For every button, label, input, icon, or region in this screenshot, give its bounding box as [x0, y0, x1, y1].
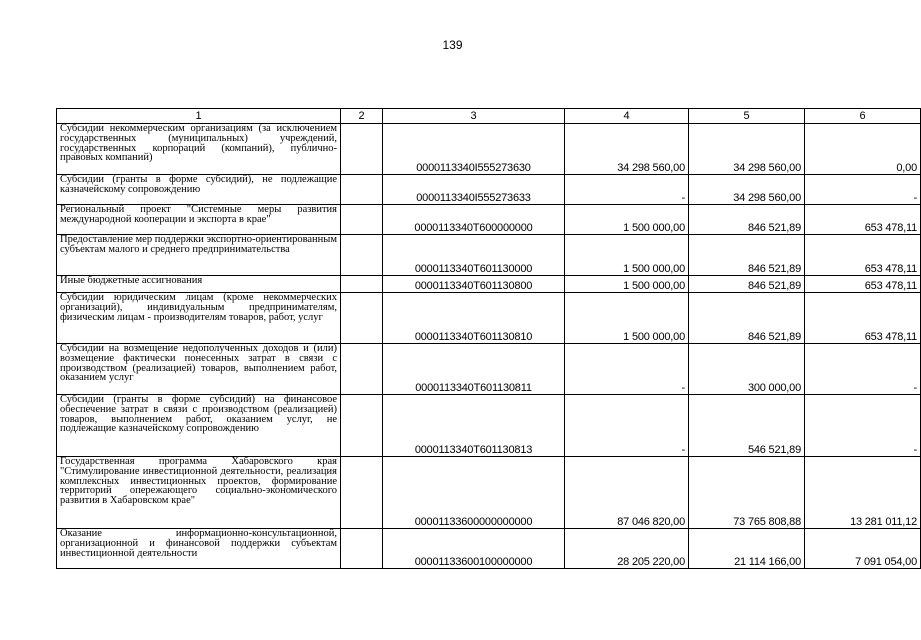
column-header: 2 [341, 109, 383, 124]
row-code: 00001133600000000000 [383, 457, 565, 529]
table-row [57, 124, 921, 175]
row-name: Субсидии (гранты в форме субсидий), не подлежащие казначейскому сопровождению [57, 175, 341, 205]
table-row [57, 175, 921, 205]
row-value-5: 34 298 560,00 [689, 175, 805, 205]
table-row [57, 529, 921, 569]
row-name: Субсидии (гранты в форме субсидий) на финансовое обеспечение затрат в связи с производством (реализацией) товаров, выполнением работ, оказанием услуг, не подлежащие казначейскому сопровождению [57, 395, 341, 457]
row-name: Оказание информационно-консультационной, организационной и финансовой поддержки субъектам инвестиционной деятельности [57, 529, 341, 569]
row-value-6: 0,00 [805, 124, 921, 175]
row-value-5: 846 521,89 [689, 205, 805, 235]
table-row [57, 457, 921, 529]
table-row [57, 395, 921, 457]
column-header: 4 [565, 109, 689, 124]
row-code: 00001133600100000000 [383, 529, 565, 569]
row-value-5: 846 521,89 [689, 293, 805, 344]
row-code: 0000113340T601130813 [383, 395, 565, 457]
row-col2 [341, 395, 383, 457]
row-col2 [341, 457, 383, 529]
row-col2 [341, 205, 383, 235]
row-name: Субсидии юридическим лицам (кроме некоммерческих организаций), индивидуальным предпринимателям, физическим лицам - производителям товаров, работ, услуг [57, 293, 341, 344]
row-code: 0000113340T601130811 [383, 344, 565, 395]
row-col2 [341, 276, 383, 293]
row-code: 0000113340T601130000 [383, 235, 565, 276]
row-value-4: 87 046 820,00 [565, 457, 689, 529]
row-code: 0000113340T601130800 [383, 276, 565, 293]
row-value-4: 34 298 560,00 [565, 124, 689, 175]
table-row [57, 344, 921, 395]
row-value-5: 73 765 808,88 [689, 457, 805, 529]
row-value-4: - [565, 344, 689, 395]
row-col2 [341, 293, 383, 344]
row-value-5: 846 521,89 [689, 276, 805, 293]
column-header: 1 [57, 109, 341, 124]
row-col2 [341, 344, 383, 395]
row-value-6: 13 281 011,12 [805, 457, 921, 529]
table-row [57, 205, 921, 235]
row-value-6: 653 478,11 [805, 235, 921, 276]
row-col2 [341, 175, 383, 205]
row-value-6: 653 478,11 [805, 276, 921, 293]
header-row [57, 109, 921, 124]
table-row [57, 276, 921, 293]
row-name: Региональный проект "Системные меры развития международной кооперации и экспорта в крае" [57, 205, 341, 235]
row-col2 [341, 529, 383, 569]
row-value-4: 1 500 000,00 [565, 235, 689, 276]
row-value-6: - [805, 344, 921, 395]
table-row [57, 293, 921, 344]
row-code: 0000113340T601130810 [383, 293, 565, 344]
row-value-4: - [565, 395, 689, 457]
table-row [57, 235, 921, 276]
column-header: 5 [689, 109, 805, 124]
row-value-6: 7 091 054,00 [805, 529, 921, 569]
row-col2 [341, 235, 383, 276]
budget-table [56, 108, 921, 569]
row-value-6: - [805, 175, 921, 205]
row-name: Субсидии на возмещение недополученных доходов и (или) возмещение фактически понесенных затрат в связи с производством (реализацией) товаров, выполнением работ, оказанием услуг [57, 344, 341, 395]
row-value-5: 34 298 560,00 [689, 124, 805, 175]
row-name: Предоставление мер поддержки экспортно-ориентированным субъектам малого и среднего предпринимательства [57, 235, 341, 276]
column-header: 6 [805, 109, 921, 124]
row-value-5: 846 521,89 [689, 235, 805, 276]
row-code: 0000113340T600000000 [383, 205, 565, 235]
row-value-5: 300 000,00 [689, 344, 805, 395]
row-name: Государственная программа Хабаровского края "Стимулирование инвестиционной деятельности, реализация комплексных инвестиционных проектов, формирование территорий опережающего социально-экономического развития в Хабаровском крае" [57, 457, 341, 529]
row-value-4: - [565, 175, 689, 205]
row-value-5: 546 521,89 [689, 395, 805, 457]
row-name: Субсидии некоммерческим организациям (за исключением государственных (муниципальных) учреждений, государственных корпораций (компаний), публично-правовых компаний) [57, 124, 341, 175]
row-value-4: 1 500 000,00 [565, 276, 689, 293]
row-value-4: 1 500 000,00 [565, 205, 689, 235]
row-name: Иные бюджетные ассигнования [57, 276, 341, 293]
row-value-6: 653 478,11 [805, 293, 921, 344]
row-value-6: - [805, 395, 921, 457]
row-value-6: 653 478,11 [805, 205, 921, 235]
row-value-4: 1 500 000,00 [565, 293, 689, 344]
page-number: 139 [442, 38, 463, 52]
row-col2 [341, 124, 383, 175]
row-value-4: 28 205 220,00 [565, 529, 689, 569]
column-header: 3 [383, 109, 565, 124]
row-code: 0000113340I555273633 [383, 175, 565, 205]
row-value-5: 21 114 166,00 [689, 529, 805, 569]
row-code: 0000113340I555273630 [383, 124, 565, 175]
